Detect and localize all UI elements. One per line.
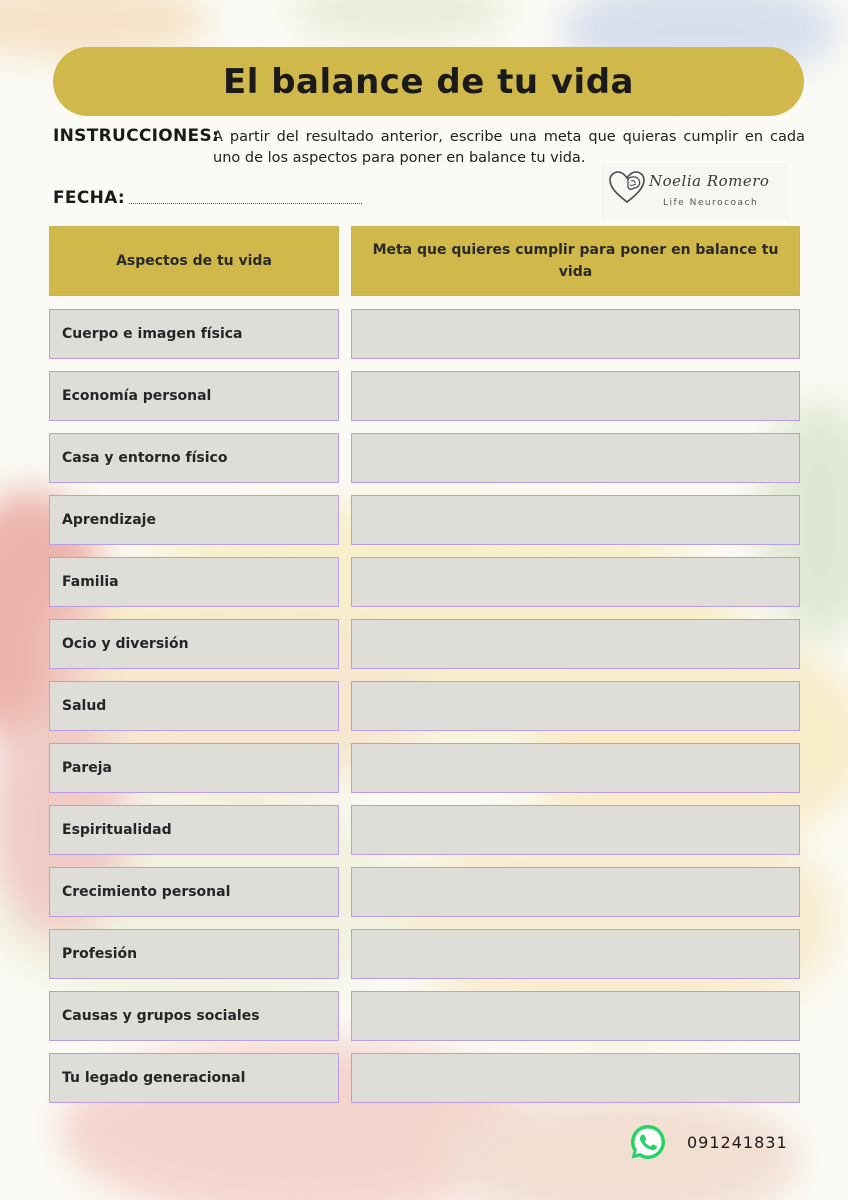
brain-heart-icon [608,170,646,204]
goal-input[interactable] [351,495,800,545]
goal-input[interactable] [351,991,800,1041]
aspect-label: Tu legado generacional [49,1053,339,1103]
header-goal: Meta que quieres cumplir para poner en balance tu vida [351,226,800,296]
goal-input[interactable] [351,371,800,421]
brand-logo [601,163,789,220]
aspect-label: Salud [49,681,339,731]
aspect-label: Economía personal [49,371,339,421]
aspect-label: Cuerpo e imagen física [49,309,339,359]
goal-input[interactable] [351,681,800,731]
phone-number: 091241831 [687,1132,788,1152]
aspect-label: Casa y entorno físico [49,433,339,483]
aspect-label: Espiritualidad [49,805,339,855]
title-banner [53,47,804,116]
goal-input[interactable] [351,557,800,607]
header-aspects: Aspectos de tu vida [49,226,339,296]
logo-subtitle: Life Neurocoach [663,198,759,208]
goal-input[interactable] [351,1053,800,1103]
aspect-label: Crecimiento personal [49,867,339,917]
goal-input[interactable] [351,867,800,917]
goal-input[interactable] [351,929,800,979]
goal-input[interactable] [351,743,800,793]
date-field[interactable] [129,203,362,204]
contact-info [628,1122,788,1162]
instructions-label: INSTRUCCIONES: [53,126,220,146]
logo-name: Noelia Romero [649,172,770,190]
aspect-label: Causas y grupos sociales [49,991,339,1041]
goal-input[interactable] [351,805,800,855]
instructions-text: A partir del resultado anterior, escribe una meta que quieras cumplir en cada uno de los aspectos para poner en balance tu vida. [213,129,805,166]
goal-input[interactable] [351,433,800,483]
aspect-label: Aprendizaje [49,495,339,545]
whatsapp-icon [628,1122,668,1162]
aspect-label: Ocio y diversión [49,619,339,669]
date-label: FECHA: [53,188,125,208]
goal-input[interactable] [351,309,800,359]
aspect-label: Familia [49,557,339,607]
aspect-label: Pareja [49,743,339,793]
goal-input[interactable] [351,619,800,669]
aspect-label: Profesión [49,929,339,979]
page-title: El balance de tu vida [223,61,634,102]
